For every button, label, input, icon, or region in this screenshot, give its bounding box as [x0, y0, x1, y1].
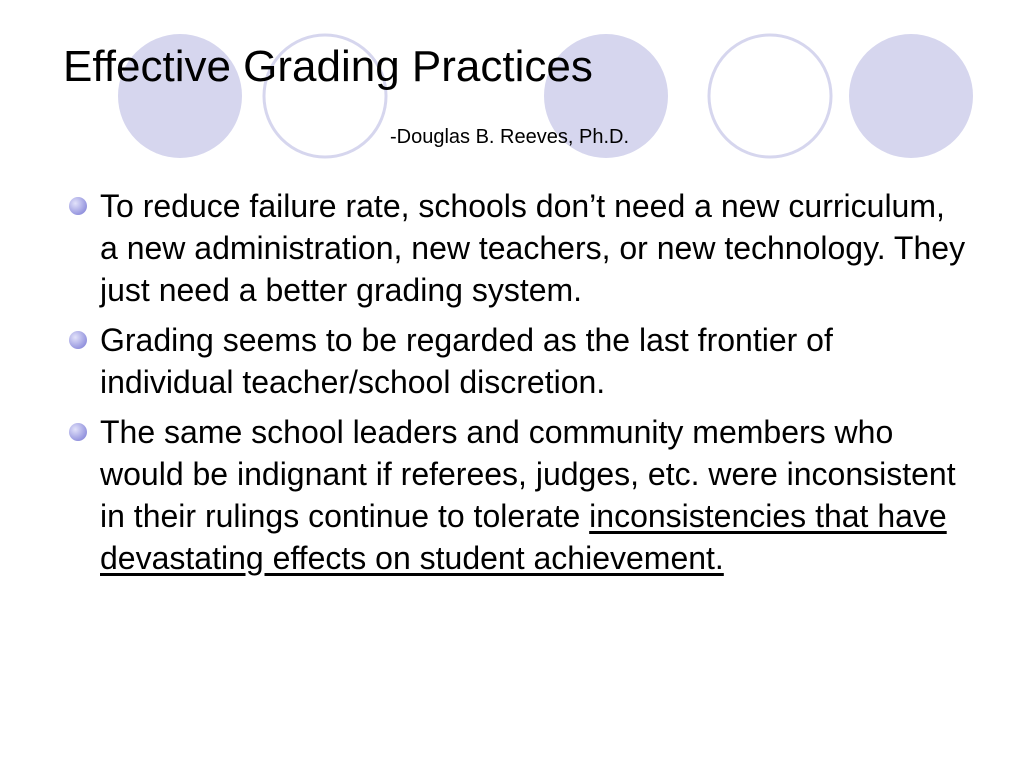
bullet-text: To reduce failure rate, schools don’t need a new curriculum, a new administration, new teachers, or new technology. They just need a better grading system.	[100, 188, 966, 308]
bullet-item	[66, 411, 966, 579]
deco-circle-outline-2	[709, 35, 831, 157]
bullet-list	[66, 185, 966, 587]
slide-title: Effective Grading Practices	[63, 42, 593, 91]
bullet-text-underlined: inconsistencies that have devastating effects on student achievement.	[100, 498, 947, 576]
bullet-item	[66, 185, 966, 311]
bullet-icon	[68, 330, 88, 350]
bullet-item	[66, 319, 966, 403]
bullet-icon	[68, 422, 88, 442]
bullet-text: The same school leaders and community members who would be indignant if referees, judges, etc. were inconsistent in their rulings continue to tolerate	[100, 414, 956, 534]
bullet-icon	[68, 196, 88, 216]
slide-subtitle: -Douglas B. Reeves, Ph.D.	[390, 126, 629, 148]
deco-circle-filled-3	[849, 34, 973, 158]
bullet-text: Grading seems to be regarded as the last frontier of individual teacher/school discretion.	[100, 322, 833, 400]
